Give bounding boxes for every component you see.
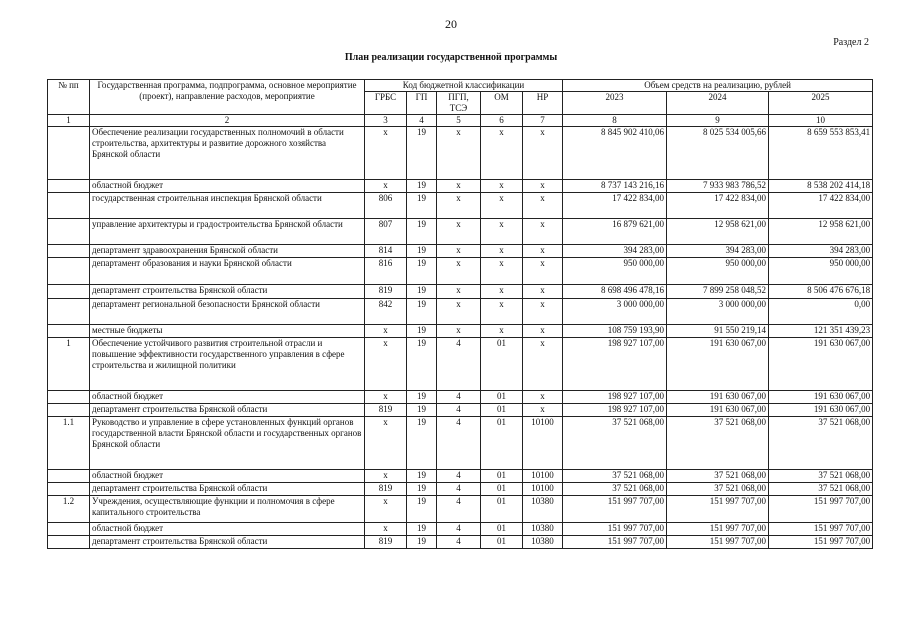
row-name: Обеспечение устойчивого развития строительной отрасли и повышение эффективности государственного управления в сфере строительства и жилищной политики <box>90 338 365 391</box>
header-kbk-group: Код бюджетной классификации <box>365 80 563 92</box>
table-header <box>48 80 873 115</box>
row-amount-2025: 12 958 621,00 <box>769 219 873 245</box>
row-grbs: х <box>365 496 407 523</box>
row-pgp: х <box>437 285 481 299</box>
row-number <box>48 325 90 338</box>
row-grbs: 842 <box>365 299 407 325</box>
column-number: 8 <box>563 115 667 127</box>
row-name: департамент строительства Брянской области <box>90 536 365 549</box>
row-gp: 19 <box>407 193 437 219</box>
row-pgp: 4 <box>437 391 481 404</box>
row-grbs: х <box>365 127 407 180</box>
row-name: департамент образования и науки Брянской области <box>90 258 365 285</box>
row-pgp: х <box>437 299 481 325</box>
table-row <box>48 496 873 523</box>
column-number: 7 <box>523 115 563 127</box>
row-gp: 19 <box>407 483 437 496</box>
row-om: 01 <box>481 536 523 549</box>
row-amount-2025: 394 283,00 <box>769 245 873 258</box>
row-gp: 19 <box>407 404 437 417</box>
header-pgp: ПГП, ТСЭ <box>437 92 481 115</box>
header-2023: 2023 <box>563 92 667 115</box>
row-grbs: х <box>365 338 407 391</box>
row-nr: х <box>523 258 563 285</box>
row-amount-2025: 950 000,00 <box>769 258 873 285</box>
row-pgp: х <box>437 193 481 219</box>
row-amount-2024: 151 997 707,00 <box>667 536 769 549</box>
row-amount-2025: 37 521 068,00 <box>769 417 873 470</box>
row-om: 01 <box>481 483 523 496</box>
row-number <box>48 258 90 285</box>
row-amount-2025: 8 506 476 676,18 <box>769 285 873 299</box>
row-amount-2023: 37 521 068,00 <box>563 470 667 483</box>
row-amount-2024: 37 521 068,00 <box>667 417 769 470</box>
row-nr: х <box>523 193 563 219</box>
row-amount-2023: 37 521 068,00 <box>563 417 667 470</box>
table-row <box>48 536 873 549</box>
row-nr: 10380 <box>523 496 563 523</box>
table-row <box>48 180 873 193</box>
header-om: ОМ <box>481 92 523 115</box>
page-number: 20 <box>445 17 457 31</box>
row-grbs: х <box>365 180 407 193</box>
row-om: х <box>481 299 523 325</box>
document-title: План реализации государственной программы <box>344 52 558 63</box>
row-amount-2024: 91 550 219,14 <box>667 325 769 338</box>
row-name: департамент строительства Брянской области <box>90 483 365 496</box>
row-number <box>48 483 90 496</box>
row-grbs: х <box>365 391 407 404</box>
row-name: областной бюджет <box>90 391 365 404</box>
row-amount-2024: 151 997 707,00 <box>667 523 769 536</box>
row-grbs: 819 <box>365 536 407 549</box>
row-number <box>48 523 90 536</box>
row-amount-2025: 8 659 553 853,41 <box>769 127 873 180</box>
row-om: 01 <box>481 404 523 417</box>
row-grbs: 807 <box>365 219 407 245</box>
row-om: х <box>481 180 523 193</box>
row-amount-2023: 8 737 143 216,16 <box>563 180 667 193</box>
row-pgp: 4 <box>437 417 481 470</box>
row-grbs: х <box>365 470 407 483</box>
row-grbs: 816 <box>365 258 407 285</box>
row-gp: 19 <box>407 245 437 258</box>
row-name: Учреждения, осуществляющие функции и полномочия в сфере капитального строительства <box>90 496 365 523</box>
table-row <box>48 219 873 245</box>
table-row <box>48 285 873 299</box>
row-nr: х <box>523 219 563 245</box>
row-grbs: 806 <box>365 193 407 219</box>
row-number <box>48 404 90 417</box>
row-om: 01 <box>481 523 523 536</box>
row-number <box>48 127 90 180</box>
row-amount-2024: 191 630 067,00 <box>667 338 769 391</box>
row-grbs: 814 <box>365 245 407 258</box>
row-grbs: х <box>365 523 407 536</box>
table-row <box>48 193 873 219</box>
row-nr: х <box>523 338 563 391</box>
table-row <box>48 391 873 404</box>
column-number-row <box>48 115 873 127</box>
table-row <box>48 523 873 536</box>
row-number <box>48 391 90 404</box>
row-om: 01 <box>481 391 523 404</box>
row-pgp: 4 <box>437 470 481 483</box>
row-gp: 19 <box>407 470 437 483</box>
row-nr: х <box>523 404 563 417</box>
table-row <box>48 483 873 496</box>
row-amount-2025: 37 521 068,00 <box>769 483 873 496</box>
row-pgp: х <box>437 258 481 285</box>
row-nr: 10100 <box>523 470 563 483</box>
row-gp: 19 <box>407 219 437 245</box>
row-amount-2023: 151 997 707,00 <box>563 496 667 523</box>
row-amount-2024: 12 958 621,00 <box>667 219 769 245</box>
row-amount-2024: 151 997 707,00 <box>667 496 769 523</box>
header-grbs: ГРБС <box>365 92 407 115</box>
row-pgp: 4 <box>437 536 481 549</box>
row-amount-2025: 0,00 <box>769 299 873 325</box>
row-pgp: х <box>437 127 481 180</box>
row-gp: 19 <box>407 523 437 536</box>
row-name: государственная строительная инспекция Брянской области <box>90 193 365 219</box>
row-name: областной бюджет <box>90 180 365 193</box>
row-name: областной бюджет <box>90 523 365 536</box>
row-om: 01 <box>481 338 523 391</box>
row-amount-2024: 37 521 068,00 <box>667 483 769 496</box>
row-name: департамент строительства Брянской области <box>90 404 365 417</box>
table-row <box>48 325 873 338</box>
header-amount-group: Объем средств на реализацию, рублей <box>563 80 873 92</box>
header-gp: ГП <box>407 92 437 115</box>
row-number <box>48 470 90 483</box>
row-amount-2025: 37 521 068,00 <box>769 470 873 483</box>
column-number: 6 <box>481 115 523 127</box>
row-gp: 19 <box>407 391 437 404</box>
row-number <box>48 193 90 219</box>
row-amount-2025: 191 630 067,00 <box>769 404 873 417</box>
column-number: 9 <box>667 115 769 127</box>
plan-table <box>47 79 873 549</box>
row-pgp: х <box>437 219 481 245</box>
row-amount-2023: 8 698 496 478,16 <box>563 285 667 299</box>
row-amount-2023: 151 997 707,00 <box>563 523 667 536</box>
table-row <box>48 245 873 258</box>
row-nr: 10100 <box>523 417 563 470</box>
row-amount-2024: 191 630 067,00 <box>667 391 769 404</box>
row-amount-2024: 17 422 834,00 <box>667 193 769 219</box>
row-gp: 19 <box>407 325 437 338</box>
row-name: департамент региональной безопасности Брянской области <box>90 299 365 325</box>
row-om: 01 <box>481 496 523 523</box>
row-name: Обеспечение реализации государственных полномочий в области строительства, архитектуры и развитие дорожного хозяйства Брянской области <box>90 127 365 180</box>
row-pgp: 4 <box>437 523 481 536</box>
row-name: местные бюджеты <box>90 325 365 338</box>
row-amount-2023: 108 759 193,90 <box>563 325 667 338</box>
column-number: 3 <box>365 115 407 127</box>
row-amount-2023: 8 845 902 410,06 <box>563 127 667 180</box>
table-row <box>48 258 873 285</box>
row-gp: 19 <box>407 180 437 193</box>
row-number <box>48 245 90 258</box>
row-amount-2024: 7 899 258 048,52 <box>667 285 769 299</box>
row-name: областной бюджет <box>90 470 365 483</box>
row-gp: 19 <box>407 496 437 523</box>
table-row <box>48 417 873 470</box>
header-nr: НР <box>523 92 563 115</box>
row-om: х <box>481 285 523 299</box>
row-number <box>48 180 90 193</box>
row-om: 01 <box>481 470 523 483</box>
row-amount-2024: 7 933 983 786,52 <box>667 180 769 193</box>
row-pgp: х <box>437 180 481 193</box>
row-pgp: х <box>437 325 481 338</box>
row-gp: 19 <box>407 127 437 180</box>
column-number: 10 <box>769 115 873 127</box>
row-amount-2023: 17 422 834,00 <box>563 193 667 219</box>
row-nr: х <box>523 127 563 180</box>
row-name: департамент строительства Брянской области <box>90 285 365 299</box>
row-om: х <box>481 245 523 258</box>
row-om: х <box>481 325 523 338</box>
row-gp: 19 <box>407 285 437 299</box>
row-amount-2023: 198 927 107,00 <box>563 338 667 391</box>
row-amount-2023: 394 283,00 <box>563 245 667 258</box>
row-amount-2023: 16 879 621,00 <box>563 219 667 245</box>
row-amount-2025: 121 351 439,23 <box>769 325 873 338</box>
row-gp: 19 <box>407 258 437 285</box>
row-gp: 19 <box>407 299 437 325</box>
row-amount-2025: 151 997 707,00 <box>769 496 873 523</box>
row-pgp: 4 <box>437 404 481 417</box>
row-grbs: х <box>365 325 407 338</box>
row-pgp: 4 <box>437 483 481 496</box>
row-amount-2023: 3 000 000,00 <box>563 299 667 325</box>
row-amount-2025: 17 422 834,00 <box>769 193 873 219</box>
row-nr: х <box>523 180 563 193</box>
table-row <box>48 404 873 417</box>
row-pgp: 4 <box>437 496 481 523</box>
header-name: Государственная программа, подпрограмма, основное мероприятие (проект), направление расходов, мероприятие <box>90 80 365 115</box>
row-amount-2023: 198 927 107,00 <box>563 404 667 417</box>
table-body <box>48 115 873 549</box>
row-number: 1 <box>48 338 90 391</box>
column-number: 5 <box>437 115 481 127</box>
table-row <box>48 470 873 483</box>
row-amount-2025: 191 630 067,00 <box>769 391 873 404</box>
row-name: департамент здравоохранения Брянской области <box>90 245 365 258</box>
row-number <box>48 536 90 549</box>
row-grbs: 819 <box>365 404 407 417</box>
row-nr: 10100 <box>523 483 563 496</box>
column-number: 2 <box>90 115 365 127</box>
row-number: 1.2 <box>48 496 90 523</box>
row-amount-2023: 151 997 707,00 <box>563 536 667 549</box>
header-2024: 2024 <box>667 92 769 115</box>
row-nr: х <box>523 245 563 258</box>
row-amount-2024: 394 283,00 <box>667 245 769 258</box>
row-om: х <box>481 258 523 285</box>
row-nr: х <box>523 299 563 325</box>
row-number <box>48 219 90 245</box>
row-nr: х <box>523 391 563 404</box>
row-amount-2023: 950 000,00 <box>563 258 667 285</box>
row-gp: 19 <box>407 338 437 391</box>
row-om: х <box>481 127 523 180</box>
column-number: 4 <box>407 115 437 127</box>
row-number <box>48 299 90 325</box>
row-grbs: 819 <box>365 285 407 299</box>
row-amount-2023: 198 927 107,00 <box>563 391 667 404</box>
row-amount-2024: 191 630 067,00 <box>667 404 769 417</box>
row-amount-2024: 37 521 068,00 <box>667 470 769 483</box>
row-amount-2025: 191 630 067,00 <box>769 338 873 391</box>
row-om: х <box>481 193 523 219</box>
table-row <box>48 127 873 180</box>
row-amount-2024: 950 000,00 <box>667 258 769 285</box>
row-amount-2025: 151 997 707,00 <box>769 536 873 549</box>
row-amount-2024: 8 025 534 005,66 <box>667 127 769 180</box>
row-om: х <box>481 219 523 245</box>
row-nr: х <box>523 285 563 299</box>
row-amount-2025: 151 997 707,00 <box>769 523 873 536</box>
row-grbs: 819 <box>365 483 407 496</box>
section-label: Раздел 2 <box>833 37 869 48</box>
row-amount-2024: 3 000 000,00 <box>667 299 769 325</box>
row-amount-2025: 8 538 202 414,18 <box>769 180 873 193</box>
header-2025: 2025 <box>769 92 873 115</box>
row-number: 1.1 <box>48 417 90 470</box>
row-amount-2023: 37 521 068,00 <box>563 483 667 496</box>
row-gp: 19 <box>407 417 437 470</box>
column-number: 1 <box>48 115 90 127</box>
table-row <box>48 338 873 391</box>
row-pgp: х <box>437 245 481 258</box>
row-nr: 10380 <box>523 523 563 536</box>
table-row <box>48 299 873 325</box>
row-grbs: х <box>365 417 407 470</box>
row-nr: 10380 <box>523 536 563 549</box>
header-num: № пп <box>48 80 90 115</box>
row-name: управление архитектуры и градостроительства Брянской области <box>90 219 365 245</box>
row-gp: 19 <box>407 536 437 549</box>
row-number <box>48 285 90 299</box>
row-name: Руководство и управление в сфере установленных функций органов государственной власти Брянской области и государственных органов Брянской области <box>90 417 365 470</box>
row-nr: х <box>523 325 563 338</box>
row-om: 01 <box>481 417 523 470</box>
row-pgp: 4 <box>437 338 481 391</box>
